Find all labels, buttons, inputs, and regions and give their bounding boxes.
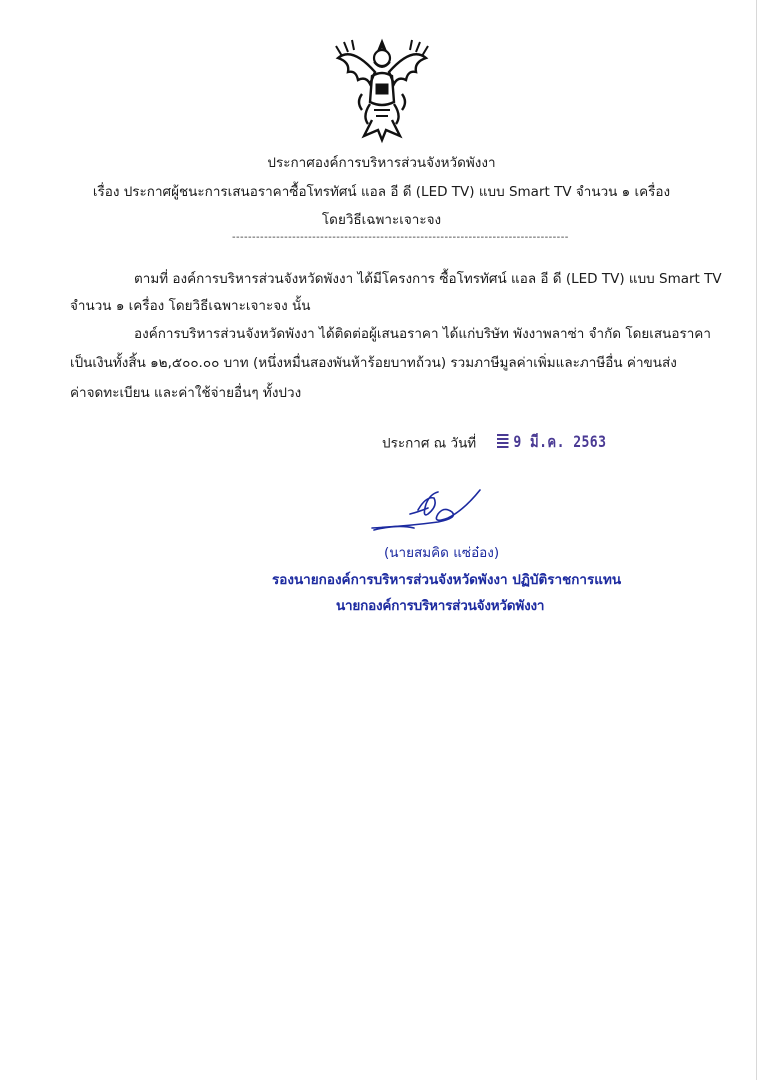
- stamp-mark-icon: [497, 434, 508, 448]
- date-label: ประกาศ ณ วันที่: [382, 435, 477, 452]
- announcement-date: [382, 430, 631, 454]
- signature-icon: [368, 484, 484, 534]
- paragraph-1-line-2: จำนวน ๑ เครื่อง โดยวิธีเฉพาะเจาะจง นั้น: [70, 298, 311, 314]
- date-stamp: [497, 430, 606, 455]
- subject-line: เรื่อง ประกาศผู้ชนะการเสนอราคาซื้อโทรทัศน์ แอล อี ดี (LED TV) แบบ Smart TV จำนวน ๑ เครื่อง: [92, 184, 671, 200]
- stamped-date: 9 มี.ค. 2563: [513, 432, 607, 451]
- signer-title-line-2: นายกองค์การบริหารส่วนจังหวัดพังงา: [336, 598, 545, 614]
- paragraph-2-line-1: องค์การบริหารส่วนจังหวัดพังงา ได้ติดต่อผู้เสนอราคา ได้แก่บริษัท พังงาพลาซ่า จำกัด โดยเสนอราคา: [134, 326, 711, 342]
- garuda-emblem-icon: [332, 36, 432, 144]
- separator-line: ------------------------------------------------------------------------------------: [232, 232, 569, 243]
- signer-title: รองนายกองค์การบริหารส่วนจังหวัดพังงา ปฏิบัติราชการแทน: [272, 572, 622, 588]
- procurement-method: โดยวิธีเฉพาะเจาะจง: [321, 212, 442, 228]
- announcement-heading: ประกาศองค์การบริหารส่วนจังหวัดพังงา: [267, 155, 496, 171]
- paragraph-2-line-3: ค่าจดทะเบียน และค่าใช้จ่ายอื่นๆ ทั้งปวง: [70, 385, 302, 401]
- paragraph-1-line-1: ตามที่ องค์การบริหารส่วนจังหวัดพังงา ได้มีโครงการ ซื้อโทรทัศน์ แอล อี ดี (LED TV) แบบ Smart TV: [134, 271, 722, 287]
- paragraph-2-line-2: เป็นเงินทั้งสิ้น ๑๒,๕๐๐.๐๐ บาท (หนึ่งหมื่นสองพันห้าร้อยบาทถ้วน) รวมภาษีมูลค่าเพิ่มและภาษีอื่น ค่าขนส่ง: [70, 355, 677, 371]
- signer-name: (นายสมคิด แซ่อ๋อง): [384, 545, 500, 561]
